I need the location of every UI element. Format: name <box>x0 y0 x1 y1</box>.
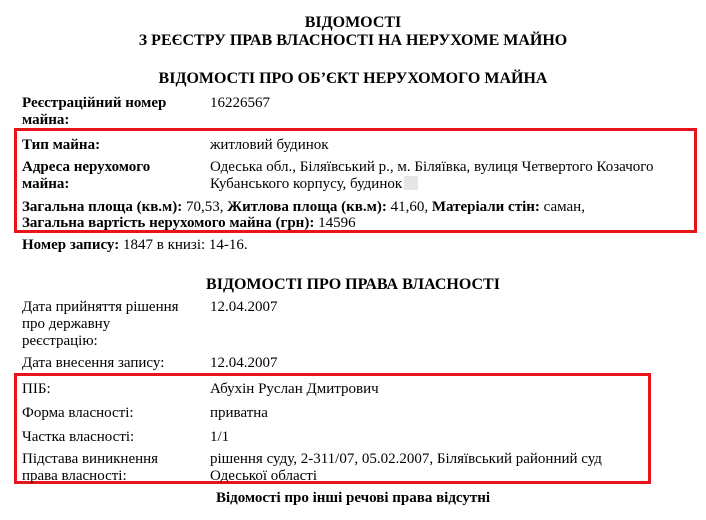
address-label: Адреса нерухомого майна: <box>22 159 151 192</box>
document-subtitle: З РЕЄСТРУ ПРАВ ВЛАСНОСТІ НА НЕРУХОМЕ МАЙНО <box>138 32 568 49</box>
record-number-line: Номер запису: 1847 в книзі: 14-16. <box>22 237 248 253</box>
entry-date-value: 12.04.2007 <box>210 355 278 371</box>
entry-date-label: Дата внесення запису: <box>22 355 165 371</box>
document-title: ВІДОМОСТІ <box>304 14 402 31</box>
reg-number-label: Реєстраційний номер майна: <box>22 95 167 128</box>
ownership-basis-label: Підстава виникнення права власності: <box>22 451 159 484</box>
ownership-share-label: Частка власності: <box>22 429 135 445</box>
ownership-share-value: 1/1 <box>210 429 230 445</box>
decision-date-label: Дата прийняття рішення про державну реєстрацію: <box>22 299 179 349</box>
address-value: Одеська обл., Біляївський р., м. Біляївка, вулиця Четвертого Козачого Кубанського корпусу, будинок <box>210 159 654 192</box>
ownership-basis-value: рішення суду, 2-311/07, 05.02.2007, Біляївський районний суд Одеської області <box>210 451 602 484</box>
property-type-label: Тип майна: <box>22 137 101 153</box>
redacted-mark <box>404 176 418 190</box>
owner-name-value: Абухін Руслан Дмитрович <box>210 381 379 397</box>
property-type-value: житловий будинок <box>210 137 329 153</box>
ownership-form-value: приватна <box>210 405 268 421</box>
object-section-heading: ВІДОМОСТІ ПРО ОБ’ЄКТ НЕРУХОМОГО МАЙНА <box>158 70 548 87</box>
reg-number-value: 16226567 <box>210 95 270 111</box>
area-line: Загальна площа (кв.м): 70,53, Житлова площа (кв.м): 41,60, Матеріали стін: саман, <box>22 199 585 215</box>
other-rights-note: Відомості про інші речові права відсутні <box>215 490 491 506</box>
ownership-form-label: Форма власності: <box>22 405 134 421</box>
decision-date-value: 12.04.2007 <box>210 299 278 315</box>
cost-line: Загальна вартість нерухомого майна (грн): 14596 <box>22 215 356 231</box>
owner-name-label: ПІБ: <box>22 381 51 397</box>
rights-section-heading: ВІДОМОСТІ ПРО ПРАВА ВЛАСНОСТІ <box>206 276 500 293</box>
